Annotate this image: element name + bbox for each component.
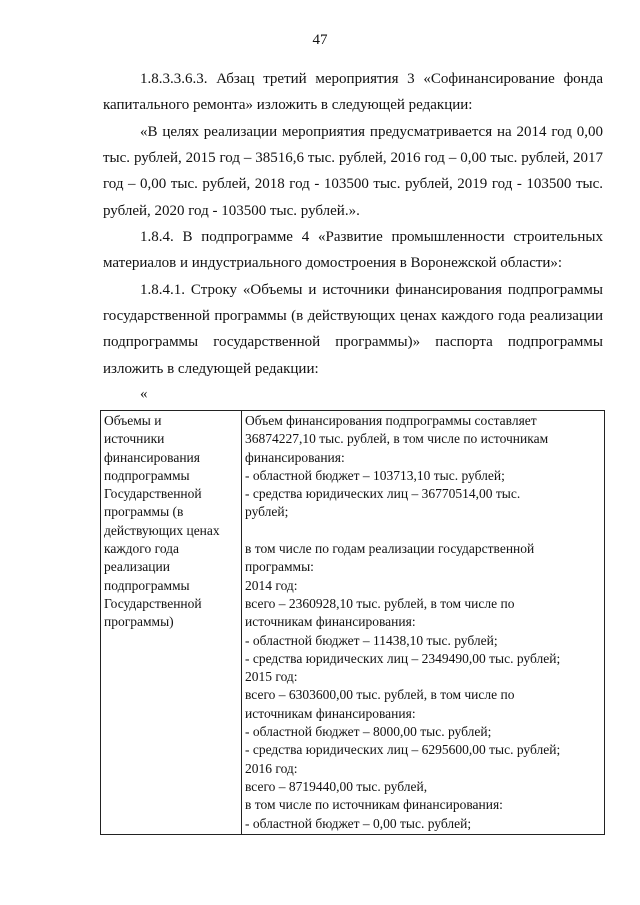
value-line: - средства юридических лиц – 36770514,00 тыс.	[245, 486, 521, 502]
label-line: источники	[104, 431, 165, 447]
value-line: - областной бюджет – 103713,10 тыс. рублей;	[245, 467, 505, 483]
paragraph-line: 1.8.3.3.6.3. Абзац третий мероприятия 3 «Софинансирование фонда	[140, 71, 603, 87]
label-line: реализации	[104, 559, 170, 575]
paragraph-line: «В целях реализации мероприятия предусматривается на 2014 год	[140, 124, 572, 140]
paragraph-2	[103, 119, 603, 224]
label-line: каждого года	[104, 541, 180, 557]
paragraph-line: государственной программы (в действующих ценах каждого года реализации	[103, 308, 603, 325]
value-line: финансирования:	[245, 449, 345, 465]
value-line: в том числе по годам реализации государственной	[245, 541, 535, 557]
label-line: Государственной	[104, 486, 202, 502]
paragraph-line: 2017 год – 0,00 тыс. рублей, 2018 год - 103500 тыс. рублей, 2019 год - 103500	[103, 150, 604, 193]
label-line: подпрограммы	[104, 577, 190, 593]
value-line: всего – 8719440,00 тыс. рублей,	[245, 778, 428, 794]
label-cell	[101, 411, 242, 835]
paragraph-line: подпрограммы государственной программы)» паспорта подпрограммы	[103, 334, 603, 351]
value-line: программы:	[245, 559, 314, 575]
value-line: 2015 год:	[245, 669, 298, 685]
value-cell	[242, 411, 605, 835]
paragraph-line: 0,00 тыс. рублей, 2015 год – 38516,6 тыс. рублей, 2016 год – 0,00 тыс. рублей,	[103, 124, 603, 167]
blank-line	[245, 522, 601, 540]
value-line: - областной бюджет – 0,00 тыс. рублей;	[245, 815, 472, 831]
label-line: Государственной	[104, 595, 202, 611]
value-line: всего – 6303600,00 тыс. рублей, в том числе по	[245, 687, 515, 703]
value-line: источникам финансирования:	[245, 614, 416, 630]
value-line: источникам финансирования:	[245, 705, 416, 721]
value-line: Объем финансирования подпрограммы составляет	[245, 413, 537, 428]
paragraph-line: материалов и индустриального домостроения в Воронежской области»:	[103, 255, 563, 272]
value-line: в том числе по источникам финансирования:	[245, 797, 503, 813]
paragraph-line: капитального ремонта» изложить в следующей редакции:	[103, 97, 473, 114]
paragraph-3	[103, 224, 603, 276]
page-number: 47	[312, 32, 328, 48]
table-row	[101, 411, 605, 835]
label-line: финансирования	[104, 449, 200, 465]
paragraph-line: изложить в следующей редакции:	[103, 360, 319, 377]
opening-quote-mark: «	[140, 386, 148, 402]
value-line: 2014 год:	[245, 577, 298, 593]
paragraph-line: 1.8.4. В подпрограмме 4 «Развитие промышленности строительных	[140, 229, 603, 245]
paragraph-4	[103, 277, 603, 382]
label-line: программы (в	[104, 504, 184, 520]
value-line: - областной бюджет – 8000,00 тыс. рублей;	[245, 724, 492, 740]
value-line: - средства юридических лиц – 6295600,00 тыс. рублей;	[245, 742, 561, 758]
value-line: 36874227,10 тыс. рублей, в том числе по источникам	[245, 431, 549, 447]
label-line: действующих ценах	[104, 522, 220, 538]
value-line: всего – 2360928,10 тыс. рублей, в том числе по	[245, 595, 515, 611]
value-line: - областной бюджет – 11438,10 тыс. рублей;	[245, 632, 498, 648]
value-line: - средства юридических лиц – 2349490,00 тыс. рублей;	[245, 650, 561, 666]
paragraph-line: 1.8.4.1. Строку «Объемы и источники финансирования подпрограммы	[140, 282, 603, 298]
value-line: рублей;	[245, 504, 289, 520]
value-line: 2016 год:	[245, 760, 298, 776]
financing-table	[100, 410, 605, 835]
paragraph-1	[103, 66, 603, 118]
paragraph-line: тыс. рублей, 2020 год - 103500 тыс. рублей.».	[103, 176, 604, 219]
label-line: Объемы и	[104, 413, 162, 428]
label-line: подпрограммы	[104, 467, 190, 483]
label-line: программы)	[104, 614, 174, 630]
